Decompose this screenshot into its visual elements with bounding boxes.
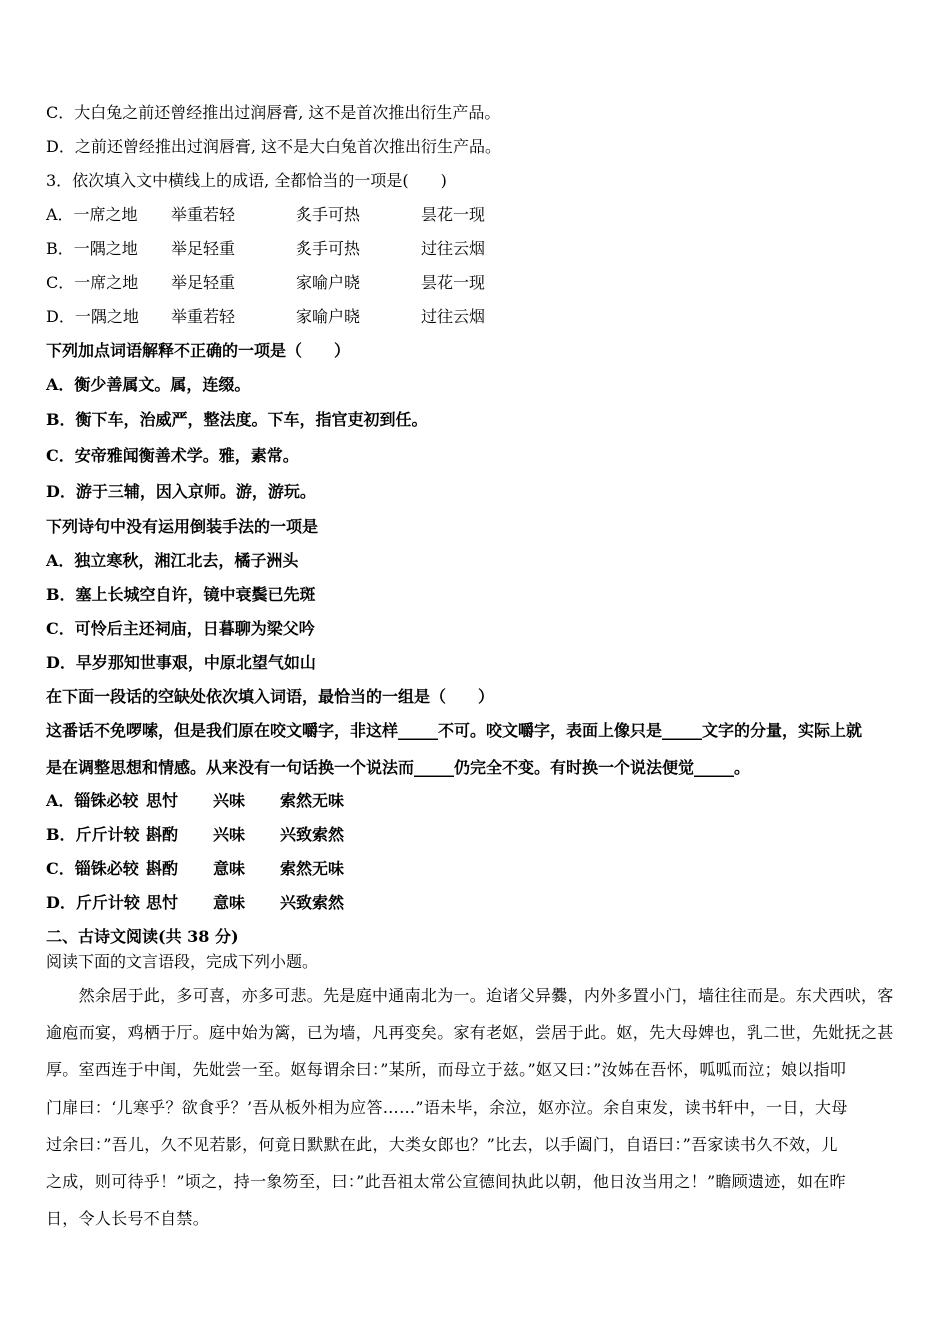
option-label: D．一隅之地 [46,307,139,326]
q3-option-a [46,205,485,225]
q6-option-b [46,825,344,845]
option-word: 家喻户晓 [296,273,361,292]
q5-option-b: B．塞上长城空自许，镜中衰鬓已先斑 [46,585,316,604]
option-word: 昙花一现 [421,273,486,292]
option-word: 炙手可热 [296,239,361,258]
passage-line: 逾庖而宴，鸡栖于厅。庭中始为篱，已为墙，凡再变矣。家有老妪，尝居于此。妪，先大母婢也，乳二世，先妣抚之甚 [46,1023,894,1042]
section-instruction: 阅读下面的文言语段，完成下列小题。 [46,952,319,971]
option-word: 斟酌 [146,859,179,878]
option-label: A．一席之地 [46,205,138,224]
q5-option-d: D．早岁那知世事艰，中原北望气如山 [46,653,316,672]
passage-line: 过余曰：”吾儿，久不见若影，何竟日默默在此，大类女郎也？”比去，以手阖门，自语曰：”吾家读书久不效，儿 [46,1135,838,1154]
option-label: B．斤斤计较 [46,825,140,844]
option-word: 举重若轻 [171,307,236,326]
option-word: 过往云烟 [421,307,486,326]
q5-option-a: A．独立寒秋，湘江北去，橘子洲头 [46,551,299,570]
q6-stem: 在下面一段话的空缺处依次填入词语，最恰当的一组是（ ） [46,687,495,706]
option-word: 举足轻重 [171,239,236,258]
option-word: 举足轻重 [171,273,236,292]
q5-stem: 下列诗句中没有运用倒装手法的一项是 [46,517,319,536]
q6-option-d [46,893,344,913]
q3-option-d [46,307,485,327]
q3-option-b [46,239,485,259]
option-word: 兴致索然 [280,825,345,844]
q6-passage-line: 这番话不免啰嗦，但是我们原在咬文嚼字，非这样_____不可。咬文嚼字，表面上像只是_____文字的分量，实际上就 [46,721,863,740]
q4-option-b: B．衡下车，治威严，整法度。下车，指官吏初到任。 [46,410,428,429]
q4-stem: 下列加点词语解释不正确的一项是（ ） [46,341,351,360]
option-word: 思忖 [146,791,179,810]
q2-option-d: D．之前还曾经推出过润唇膏, 这不是大白兔首次推出衍生产品。 [46,137,502,156]
option-label: A．锱铢必较 [46,791,139,810]
q4-option-a: A．衡少善属文。属，连缀。 [46,375,251,394]
option-word: 意味 [213,893,246,912]
passage-line: 厚。室西连于中闺，先妣尝一至。妪每谓余曰：”某所，而母立于兹。”妪又曰：”汝姊在吾怀，呱呱而泣；娘以指叩 [46,1060,847,1079]
option-word: 举重若轻 [171,205,236,224]
option-word: 斟酌 [146,825,179,844]
option-word: 家喻户晓 [296,307,361,326]
passage-line: 之成，则可待乎！”顷之，持一象笏至，曰：”此吾祖太常公宣德间执此以朝，他日汝当用之！”瞻顾遗迹，如在昨 [46,1172,846,1191]
passage-line: 门扉曰：‘儿寒乎？欲食乎？’吾从板外相为应答……”语未毕，余泣，妪亦泣。余自束发，读书轩中，一日，大母 [46,1098,848,1117]
q3-option-c [46,273,485,293]
option-label: C．锱铢必较 [46,859,139,878]
q2-option-c: C．大白兔之前还曾经推出过润唇膏, 这不是首次推出衍生产品。 [46,103,501,122]
passage-line: 日，令人长号不自禁。 [46,1209,210,1228]
option-label: D．斤斤计较 [46,893,140,912]
q3-stem: 3．依次填入文中横线上的成语, 全都恰当的一项是( ) [46,171,447,190]
q6-option-c [46,859,344,879]
option-word: 索然无味 [280,859,345,878]
option-label: C．一席之地 [46,273,139,292]
q6-option-a [46,791,344,811]
option-word: 意味 [213,859,246,878]
option-word: 兴致索然 [280,893,345,912]
section-heading: 二、古诗文阅读(共 38 分) [46,927,239,946]
option-word: 兴味 [213,791,246,810]
passage-line: 然余居于此，多可喜，亦多可悲。先是庭中通南北为一。迨诸父异爨，内外多置小门，墙往往而是。东犬西吠，客 [46,986,894,1005]
option-word: 思忖 [146,893,179,912]
option-label: B．一隅之地 [46,239,138,258]
option-word: 索然无味 [280,791,345,810]
option-word: 昙花一现 [421,205,486,224]
option-word: 兴味 [213,825,246,844]
option-word: 过往云烟 [421,239,486,258]
q6-passage-line: 是在调整思想和情感。从来没有一句话换一个说法而_____仍完全不变。有时换一个说法便觉_____。 [46,758,751,777]
q5-option-c: C．可怜后主还祠庙，日暮聊为梁父吟 [46,619,315,638]
q4-option-c: C．安帝雅闻衡善术学。雅，素常。 [46,446,299,465]
q4-option-d: D．游于三辅，因入京师。游，游玩。 [46,482,316,501]
option-word: 炙手可热 [296,205,361,224]
